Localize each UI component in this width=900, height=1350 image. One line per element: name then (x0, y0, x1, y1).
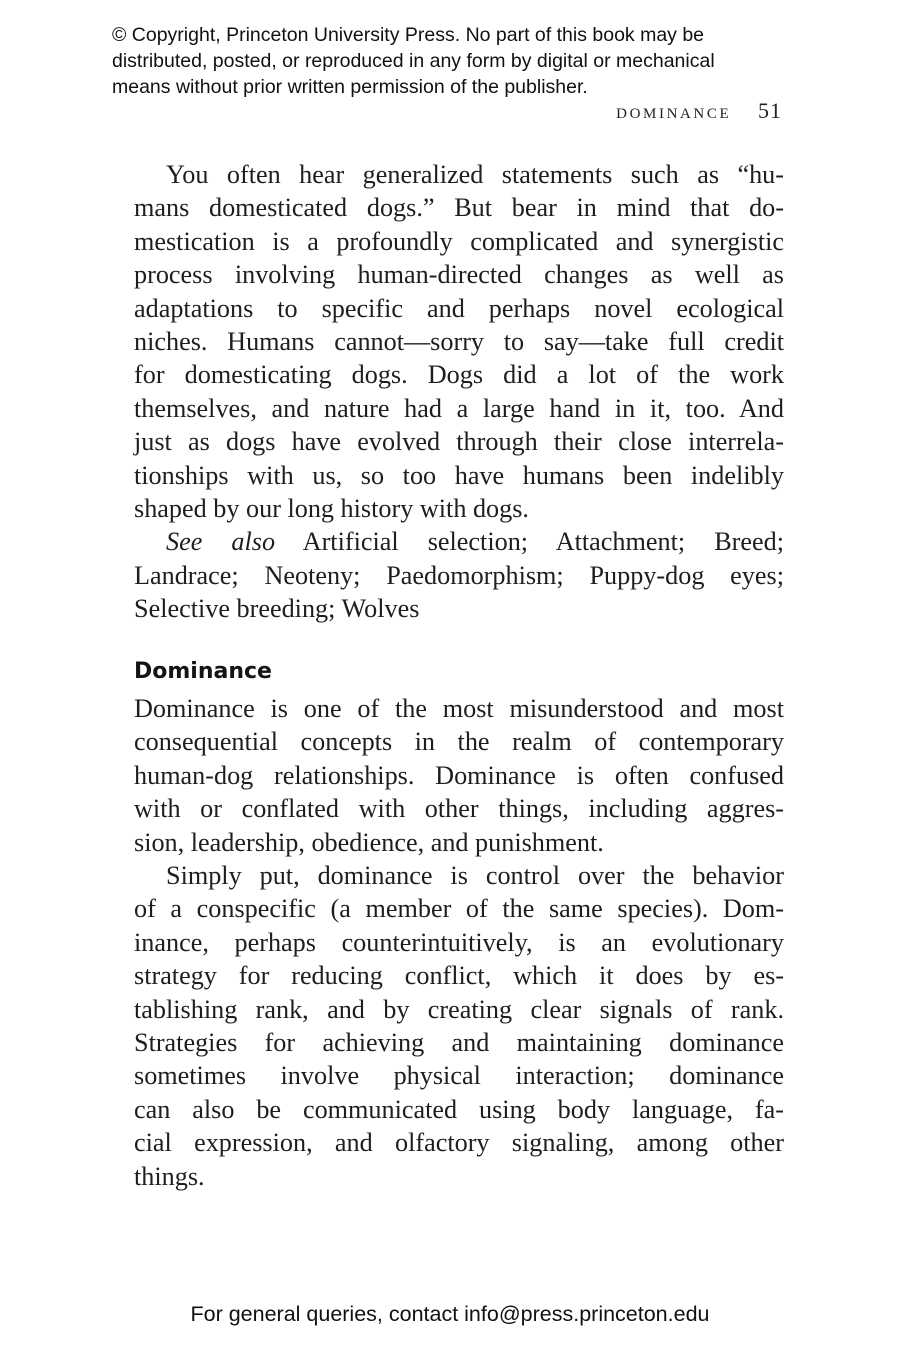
paragraph-line: strategy for reducing conflict, which it does by es- (134, 961, 784, 991)
page-number: 51 (758, 98, 782, 123)
copyright-line: means without prior written permission of the publisher. (112, 76, 588, 98)
paragraph-line: Dominance is one of the most misunderstood and most (134, 694, 784, 723)
copyright-line: © Copyright, Princeton University Press. No part of this book may be (112, 24, 705, 46)
section-heading: Dominance (134, 659, 272, 684)
paragraph-line: human-dog relationships. Dominance is often confused (134, 760, 784, 790)
paragraph-line: for domesticating dogs. Dogs did a lot of the work (134, 360, 784, 390)
paragraph-line: of a conspecific (a member of the same species). Dom- (134, 894, 784, 924)
paragraph-line: sion, leadership, obedience, and punishment. (134, 827, 604, 857)
copyright-line: distributed, posted, or reproduced in any form by digital or mechanical (112, 50, 715, 72)
paragraph-line: inance, perhaps counterintuitively, is an evolutionary (134, 927, 784, 957)
paragraph-line: You often hear generalized statements such as “hu- (166, 160, 784, 189)
paragraph-line: sometimes involve physical interaction; dominance (134, 1061, 784, 1091)
paragraph-line: with or conflated with other things, including aggres- (134, 794, 784, 824)
paragraph-line: niches. Humans cannot—sorry to say—take full credit (134, 327, 784, 357)
paragraph-line: themselves, and nature had a large hand in it, too. And (134, 393, 784, 423)
paragraph-line: things. (134, 1161, 205, 1191)
paragraph-line: tionships with us, so too have humans been indelibly (134, 460, 784, 490)
running-head (616, 98, 782, 124)
body-text-lower (134, 692, 784, 1193)
footer-contact: For general queries, contact info@press.princeton.edu (190, 1302, 710, 1326)
paragraph-line: tablishing rank, and by creating clear signals of rank. (134, 994, 784, 1024)
paragraph-line: Simply put, dominance is control over the behavior (166, 861, 784, 891)
body-text-upper (134, 158, 784, 626)
paragraph-line: mans domesticated dogs.” But bear in mind that do- (134, 193, 784, 223)
paragraph-line: consequential concepts in the realm of contemporary (134, 727, 784, 757)
paragraph-line: can also be communicated using body language, fa- (134, 1094, 784, 1124)
paragraph-line: Strategies for achieving and maintaining dominance (134, 1028, 784, 1058)
paragraph-line: process involving human-directed changes as well as (134, 260, 784, 290)
paragraph-line: cial expression, and olfactory signaling, among other (134, 1128, 784, 1158)
paragraph-line: just as dogs have evolved through their close interrela- (134, 427, 784, 457)
see-also-line: Selective breeding; Wolves (134, 594, 420, 624)
copyright-notice (112, 22, 802, 100)
running-head-title: dominance (616, 98, 732, 123)
paragraph-line: mestication is a profoundly complicated and synergistic (134, 226, 784, 256)
see-also-line (134, 525, 784, 558)
see-also-refs: Artificial selection; Attachment; Breed; (275, 527, 784, 557)
see-also-line: Landrace; Neoteny; Paedomorphism; Puppy-dog eyes; (134, 560, 784, 590)
see-also-label: See also (166, 527, 276, 557)
paragraph-line: shaped by our long history with dogs. (134, 494, 529, 524)
paragraph-line: adaptations to specific and perhaps novel ecological (134, 293, 784, 323)
